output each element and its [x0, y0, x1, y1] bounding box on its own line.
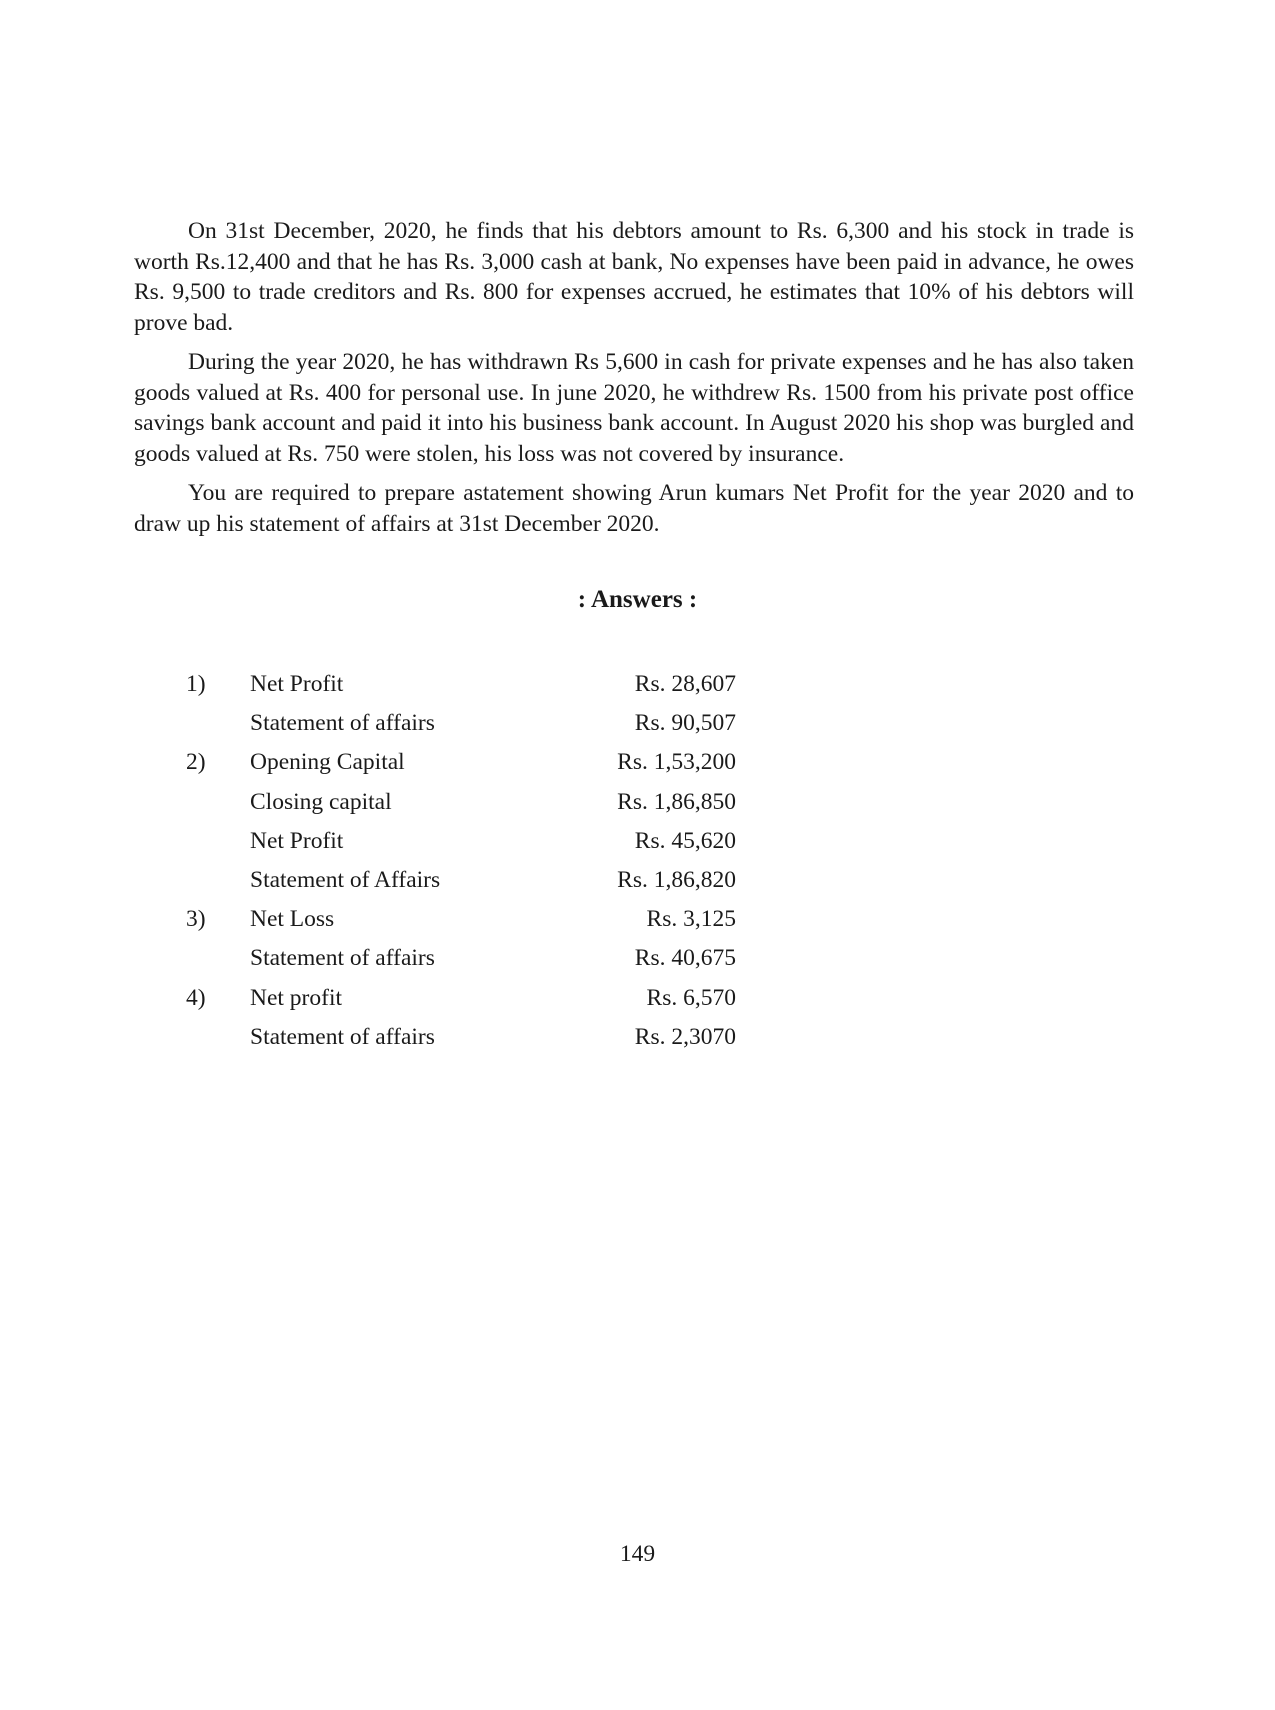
answer-row [186, 822, 736, 861]
answer-value: Rs. 2,3070 [634, 1023, 736, 1050]
answer-label: Statement of affairs [250, 1023, 435, 1050]
answer-number [186, 704, 250, 743]
answer-row [186, 939, 736, 978]
answers-table [186, 665, 736, 1057]
answer-label: Net profit [250, 984, 343, 1011]
page-number: 149 [619, 1541, 656, 1567]
answer-value: Rs. 1,53,200 [617, 749, 736, 776]
answer-number [186, 783, 250, 822]
answer-row [186, 900, 736, 939]
answer-number [186, 939, 250, 978]
answer-label: Net Profit [250, 827, 344, 854]
answer-row [186, 743, 736, 782]
answer-value: Rs. 45,620 [634, 827, 736, 854]
answer-number [186, 1018, 250, 1057]
answer-row [186, 665, 736, 704]
answer-row [186, 704, 736, 743]
answer-label: Statement of affairs [250, 945, 435, 972]
paragraph-year-end-balances: On 31st December, 2020, he finds that his debtors amount to Rs. 6,300 and his stock in trade is worth Rs.12,400 and that he has Rs. 3,000 cash at bank, No expenses have been paid in advance, he owes Rs. 9,500 to trade creditors and Rs. 800 for expenses accrued, he estimates that 10% of his debtors will prove bad. [134, 218, 1134, 336]
answer-value: Rs. 1,86,820 [617, 866, 736, 893]
answer-value: Rs. 3,125 [646, 906, 736, 933]
paragraph-requirement: You are required to prepare astatement showing Arun kumars Net Profit for the year 2020 and to draw up his statement of affairs at 31st December 2020. [134, 480, 1134, 537]
answer-label: Net Loss [250, 906, 335, 933]
answer-number: 1) [186, 671, 206, 697]
answer-number: 3) [186, 906, 206, 933]
answer-label: Statement of Affairs [250, 866, 441, 893]
answer-row [186, 1018, 736, 1057]
answer-row [186, 783, 736, 822]
answer-value: Rs. 1,86,850 [617, 788, 736, 815]
answer-label: Net Profit [250, 671, 344, 697]
problem-text [134, 216, 1134, 548]
answer-label: Opening Capital [250, 749, 405, 776]
answer-value: Rs. 6,570 [646, 984, 736, 1011]
answers-heading: : Answers : [577, 586, 698, 613]
answer-value: Rs. 90,507 [634, 710, 736, 737]
answer-number: 2) [186, 749, 206, 776]
answer-number: 4) [186, 984, 206, 1011]
answer-number [186, 861, 250, 900]
answer-value: Rs. 40,675 [634, 945, 736, 972]
answer-row [186, 979, 736, 1018]
answer-label: Statement of affairs [250, 710, 435, 737]
answer-value: Rs. 28,607 [634, 671, 736, 697]
paragraph-drawings-and-losses: During the year 2020, he has withdrawn Rs 5,600 in cash for private expenses and he has also taken goods valued at Rs. 400 for personal use. In june 2020, he withdrew Rs. 1500 from his private post office savings bank account and paid it into his business bank account. In August 2020 his shop was burgled and goods valued at Rs. 750 were stolen, his loss was not covered by insurance. [134, 349, 1134, 467]
answer-number [186, 822, 250, 861]
answer-label: Closing capital [250, 788, 392, 815]
answer-row [186, 861, 736, 900]
